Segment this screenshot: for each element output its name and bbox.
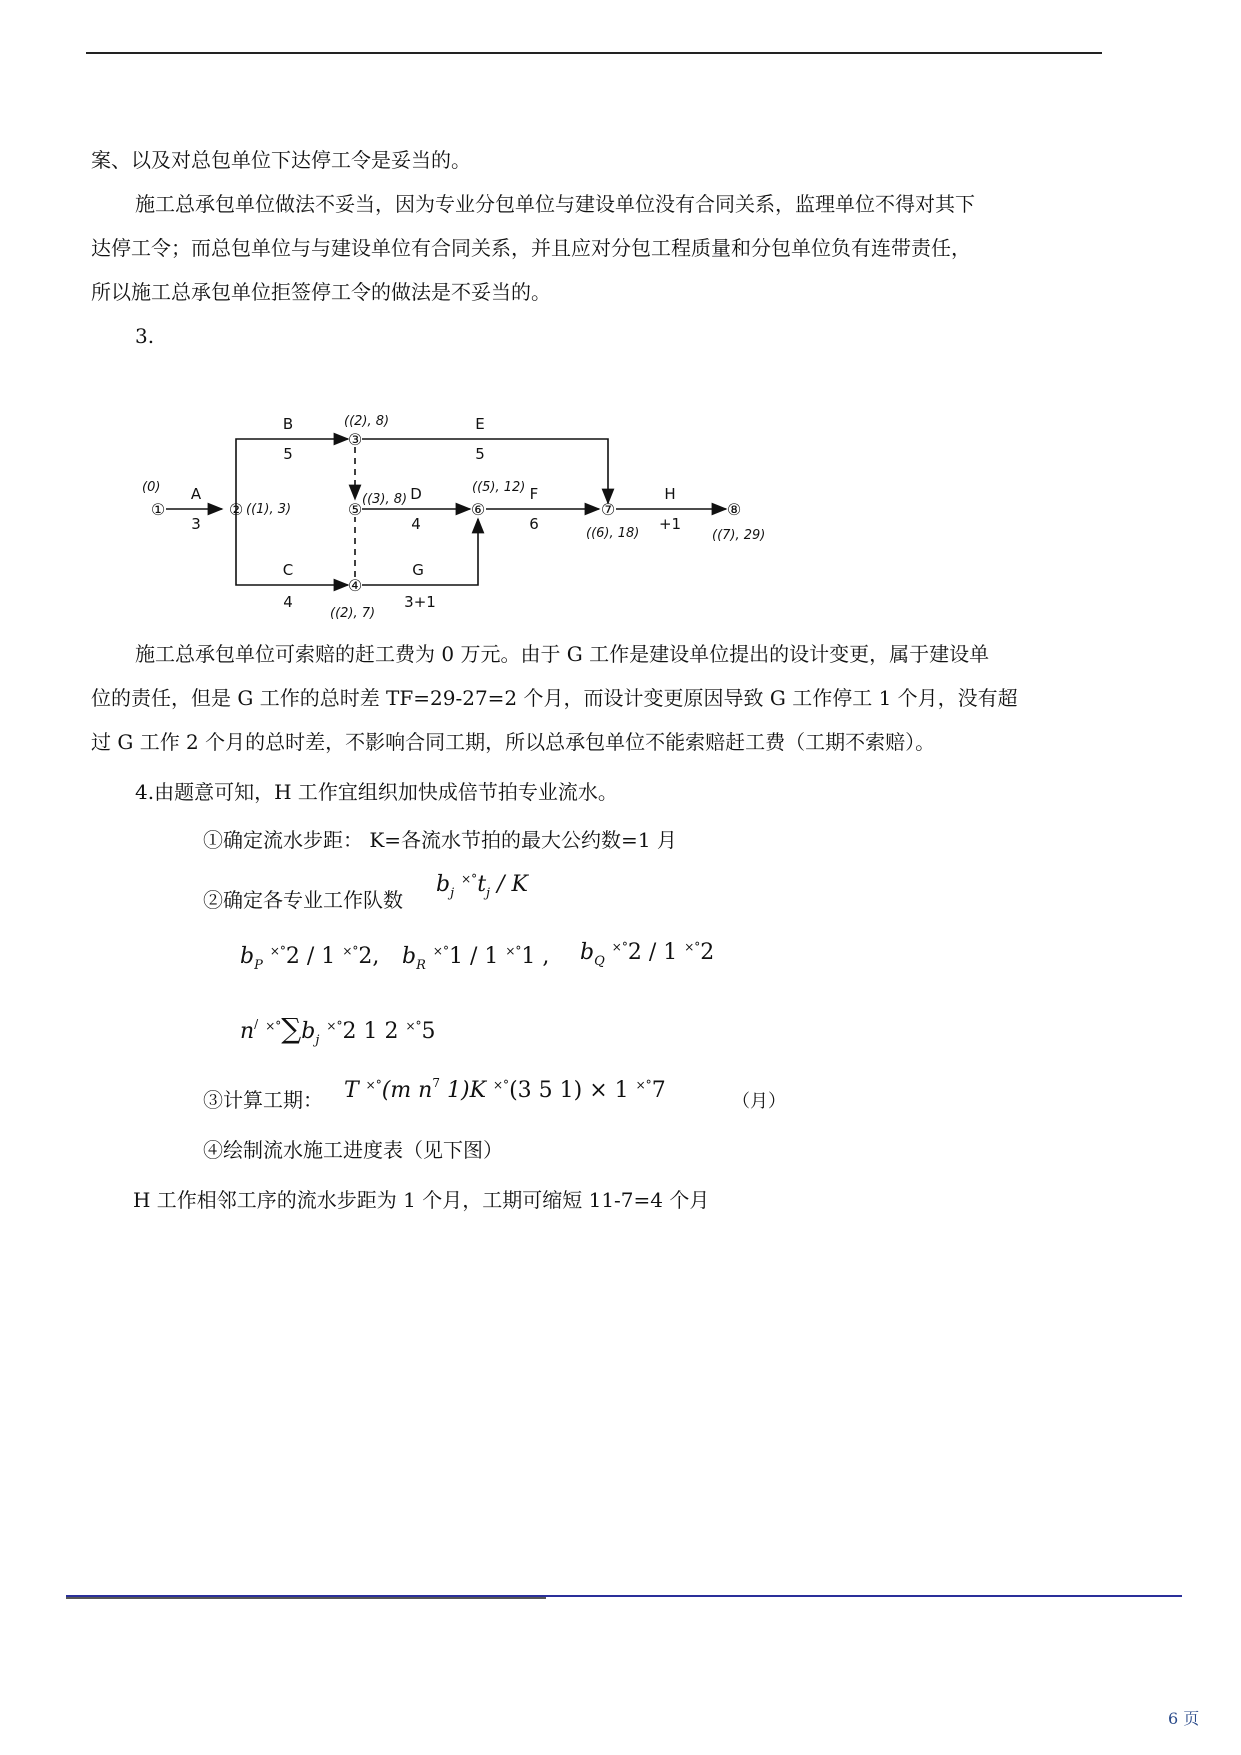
activity-E-label: E [475,415,485,433]
section-number: 3. [135,324,155,348]
activity-B-label: B [282,415,294,433]
annotation-node-3: ((2), 8) [344,414,390,429]
network-diagram [130,395,830,635]
activity-D-label: D [410,485,422,503]
annotation-node-7: ((6), 18) [586,526,640,541]
formula-n-total: n/ $^{\times^\circ}\sum b_j$ ×°2 1 2 ×°5 [240,1012,436,1048]
paragraph-line: 达停工令；而总包单位与与建设单位有合同关系，并且应对分包工程质量和分包单位负有连带责任， [91,236,971,260]
activity-F-label: F [529,485,539,503]
step-1: ①确定流水步距： K=各流水节拍的最大公约数=1 月 [203,828,677,852]
paragraph-line: 过 G 工作 2 个月的总时差，不影响合同工期，所以总承包单位不能索赔赶工费（工期不索赔）。 [91,730,936,754]
paragraph-line: 位的责任，但是 G 工作的总时差 TF=29-27=2 个月，而设计变更原因导致 G 工作停工 1 个月，没有超 [91,686,1018,710]
annotation-node-2: ((1), 3) [246,502,292,517]
activity-A-duration: 3 [191,515,201,533]
page-number: 6 页 [1168,1709,1200,1728]
annotation-node-6: ((5), 12) [472,480,526,495]
activity-B-duration: 5 [283,445,293,463]
step-3: ③计算工期： [203,1088,323,1112]
annotation-node-5: ((3), 8) [362,492,408,507]
formula-bP: $b_P$ ×°2 / 1 ×°2, [240,944,380,973]
activity-H-duration: +1 [658,515,682,533]
formula-bQ: $b_Q$ ×°2 / 1 ×°2 [580,940,715,969]
paragraph-line: 施工总承包单位可索赔的赶工费为 0 万元。由于 G 工作是建设单位提出的设计变更，属于建设单 [135,642,990,666]
annotation-node-4: ((2), 7) [330,606,376,621]
node-8: ⑧ [726,500,742,519]
activity-D-duration: 4 [411,515,421,533]
paragraph-line: 所以施工总承包单位拒签停工令的做法是不妥当的。 [91,280,551,304]
paragraph-line: 案、以及对总包单位下达停工令是妥当的。 [91,148,471,172]
activity-H-label: H [664,485,676,503]
annotation-node-8: ((7), 29) [712,528,766,543]
node-3: ③ [347,430,363,449]
activity-E-duration: 5 [475,445,485,463]
paragraph-line: 4.由题意可知，H 工作宜组织加快成倍节拍专业流水。 [135,780,618,804]
formula-team-count: $b_j$ $^{\times^\circ}t_j$ / K [436,872,528,901]
step-4: ④绘制流水施工进度表（见下图） [203,1138,503,1162]
paragraph-line: 施工总承包单位做法不妥当，因为专业分包单位与建设单位没有合同关系，监理单位不得对其下 [135,192,975,216]
activity-G-duration: 3+1 [404,593,436,611]
paragraph-line: H 工作相邻工序的流水步距为 1 个月，工期可缩短 11-7=4 个月 [133,1188,710,1212]
activity-C-duration: 4 [283,593,293,611]
node-2: ② [228,500,244,519]
node-5: ⑤ [347,500,363,519]
header-rule [86,52,1102,54]
activity-F-duration: 6 [529,515,539,533]
activity-C-label: C [282,561,294,579]
footer-rule-accent [66,1597,546,1599]
node-6: ⑥ [470,500,486,519]
node-1: ① [150,500,166,519]
node-4: ④ [347,576,363,595]
formula-bR: $b_R$ ×°1 / 1 ×°1 , [402,944,550,973]
activity-G-label: G [412,561,424,579]
node-7: ⑦ [600,500,616,519]
formula-duration: T ×°(m $n^7$ 1)K ×°(3 5 1) × 1 ×°7 [344,1076,666,1103]
step-3-unit: （月） [732,1091,786,1112]
annotation-node-1: (0) [142,480,161,495]
activity-A-label: A [190,485,202,503]
step-2: ②确定各专业工作队数 [203,888,403,912]
